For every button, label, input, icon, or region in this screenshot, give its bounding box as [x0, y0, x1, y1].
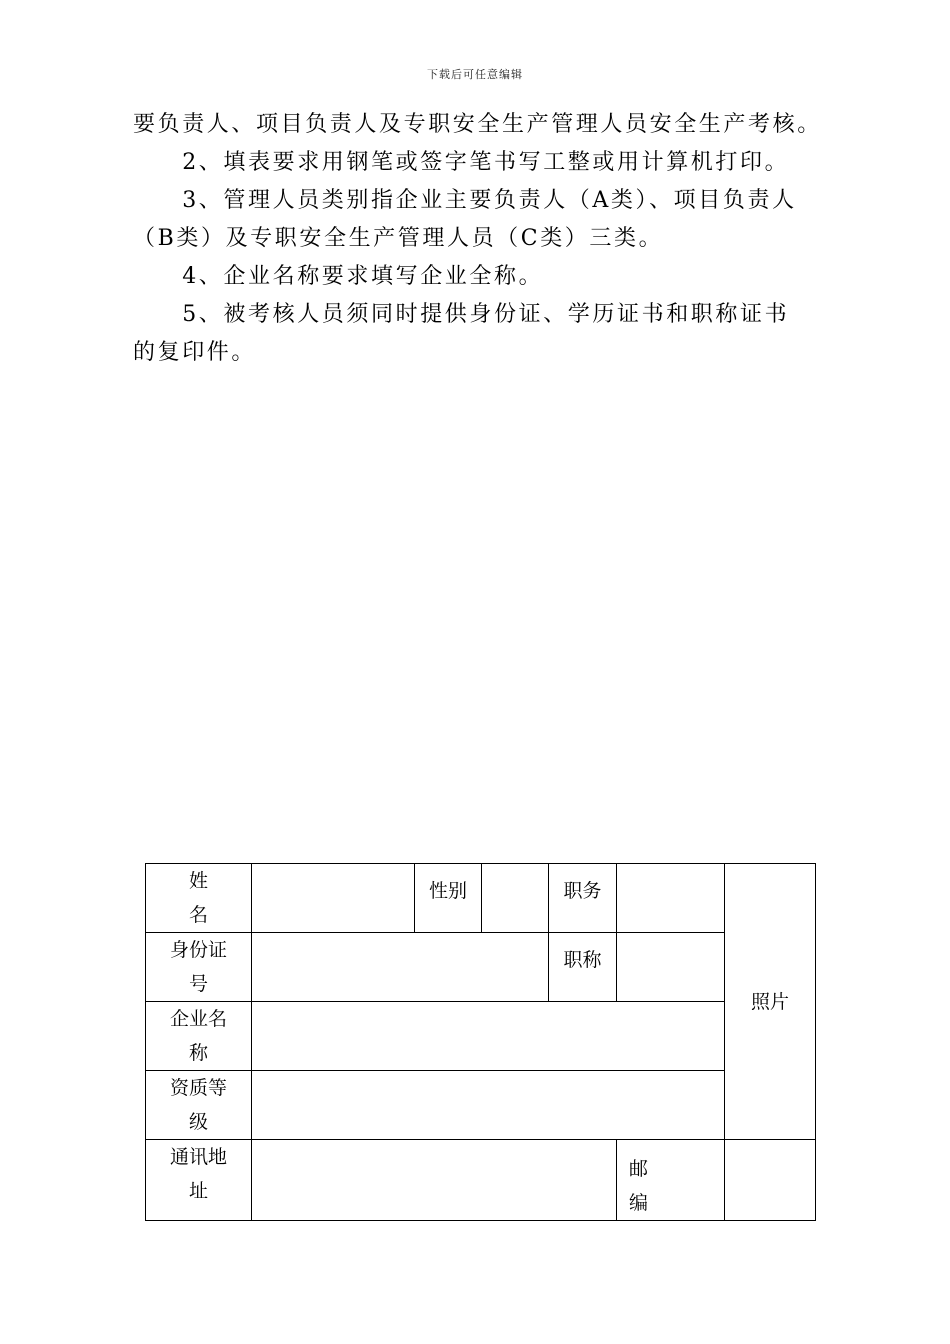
address-label-line-1: 通讯地: [169, 1146, 227, 1168]
paragraph-line-1: 要负责人、项目负责人及专职安全生产管理人员安全生产考核。: [133, 112, 822, 137]
id-label-line-2: 号: [188, 973, 208, 995]
company-label-line-1: 企业名: [169, 1008, 227, 1030]
title-label-text: 职称: [563, 949, 602, 971]
photo-box[interactable]: [725, 864, 816, 1140]
postcode-field[interactable]: [725, 1140, 816, 1221]
position-field[interactable]: [617, 864, 725, 933]
company-name-field[interactable]: [252, 1002, 725, 1071]
id-number-field[interactable]: [252, 933, 549, 1002]
title-label: [549, 933, 617, 1002]
paragraph-line-7: 的复印件。: [133, 340, 257, 365]
title-field[interactable]: [617, 933, 725, 1002]
gender-label: [415, 864, 482, 933]
paragraph-line-6: 5、被考核人员须同时提供身份证、学历证书和职称证书: [133, 302, 790, 327]
address-label-cell: [146, 1140, 252, 1221]
position-label-text: 职务: [563, 880, 602, 902]
photo-label: 照片: [750, 990, 789, 1013]
name-label-line-2: 名: [188, 904, 208, 926]
paragraph-line-5: 4、企业名称要求填写企业全称。: [133, 264, 544, 289]
address-field[interactable]: [252, 1140, 617, 1221]
registration-form-table: [145, 863, 816, 1221]
qualification-label-line-2: 级: [188, 1111, 208, 1133]
company-label-line-2: 称: [188, 1042, 208, 1064]
gender-label-text: 性别: [428, 880, 467, 902]
paragraph-line-4: （B类）及专职安全生产管理人员（C类）三类。: [133, 226, 664, 251]
name-label-cell: [146, 864, 252, 933]
address-label-line-2: 址: [188, 1180, 208, 1202]
postcode-label: [617, 1140, 725, 1221]
paragraph-line-3: 3、管理人员类别指企业主要负责人（A类）、项目负责人: [133, 188, 797, 213]
id-label-cell: [146, 933, 252, 1002]
company-label-cell: [146, 1002, 252, 1071]
gender-field[interactable]: [482, 864, 549, 933]
qualification-label-line-1: 资质等: [169, 1077, 227, 1099]
postcode-label-text: 邮编: [629, 1158, 689, 1214]
qualification-field[interactable]: [252, 1071, 725, 1140]
name-label-line-1: 姓: [188, 870, 208, 892]
id-label-line-1: 身份证: [169, 939, 227, 961]
paragraph-line-2: 2、填表要求用钢笔或签字笔书写工整或用计算机打印。: [133, 150, 790, 175]
position-label: [549, 864, 617, 933]
name-field[interactable]: [252, 864, 415, 933]
qualification-label-cell: [146, 1071, 252, 1140]
page-header: 下载后可任意编辑: [427, 68, 523, 81]
